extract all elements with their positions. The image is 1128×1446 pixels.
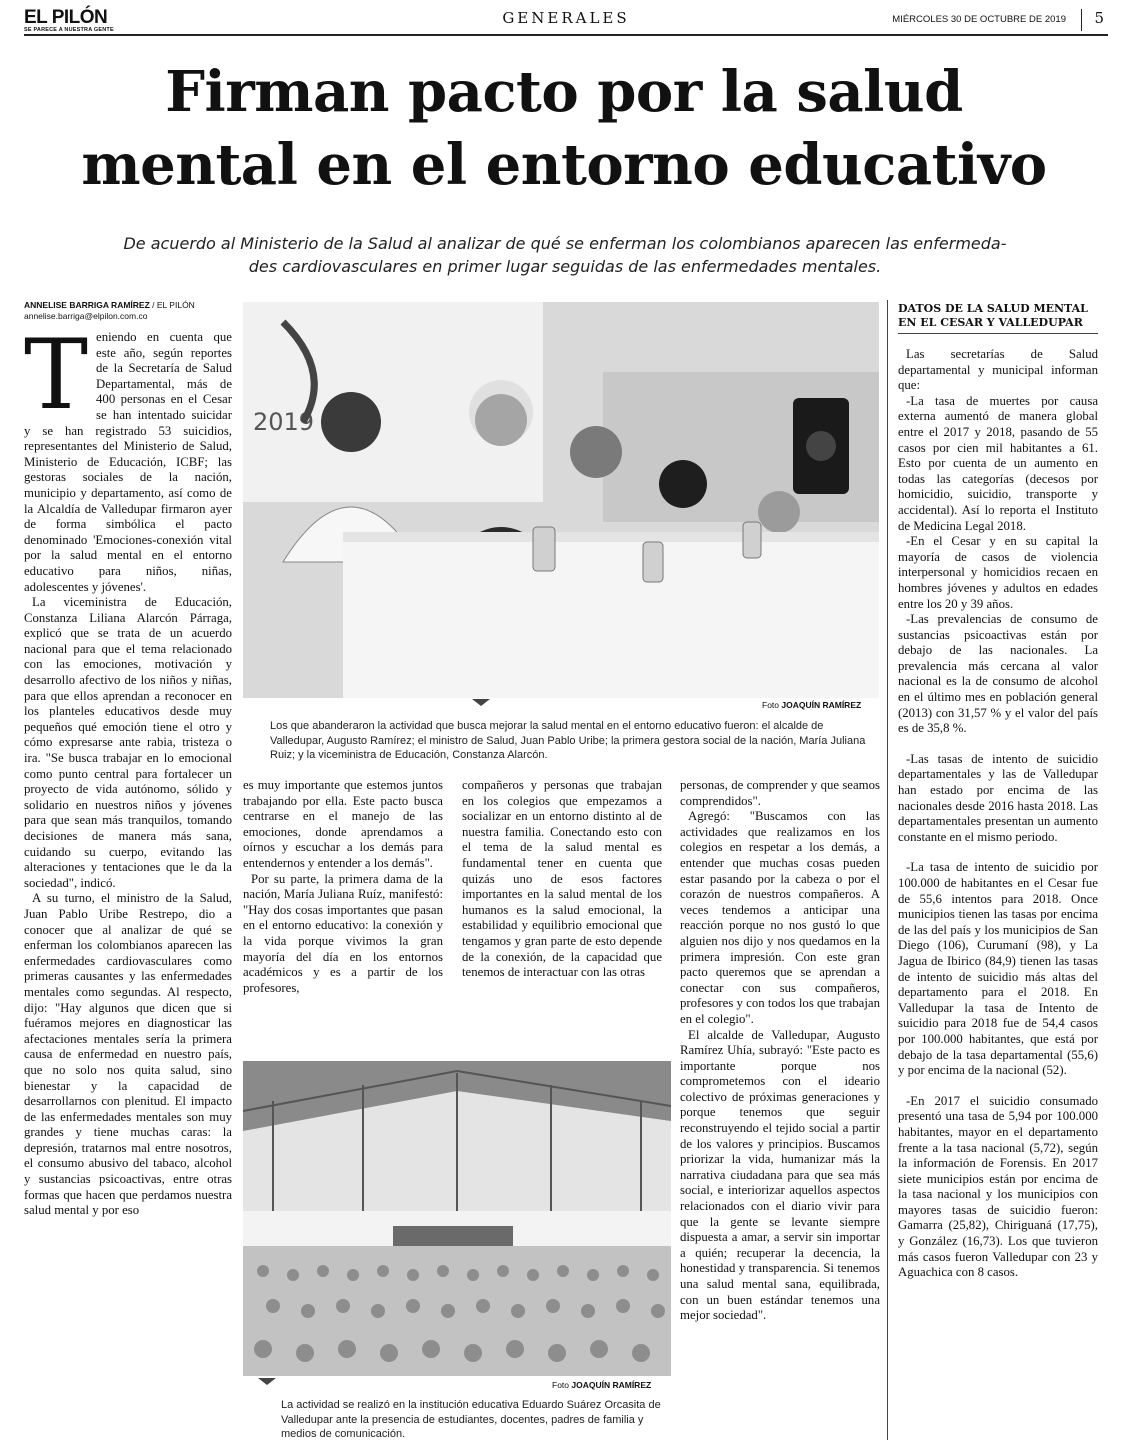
sidebar-paragraph: -Las prevalencias de consumo de sustancias psicoactivas están por debajo de las nacionales. La prevalencia más cercana al valor nacional es la de consumo de alcohol en el último mes en población general (2013) con 31,57 % y el valor del país es de 35,8 %. [898,612,1098,736]
paragraph: Agregó: "Buscamos con las actividades que realizamos en los colegios en respetar a los demás, a entender que muchas cosas pueden estar pasando por la cabeza o por el corazón de nuestros compañeros. A veces tendemos a anticipar una reacción porque no nos gustó lo que alguien nos dijo y nos quedamos en la primera impresión. Con este gran pacto queremos que se aprendan a conectar con sus compañeros, profesores y con todos los que trabajan en el colegio". [680,809,880,1026]
article-column-4 [680,778,880,1324]
byline-email[interactable]: annelise.barriga@elpilon.com.co [24,311,148,321]
sidebar-body [898,347,1098,1281]
credit-prefix: Foto [762,700,782,710]
article-column-3 [462,778,662,981]
panel-photo-illustration [243,302,879,698]
sidebar-paragraph: -La tasa de muertes por causa externa aumentó de manera global entre el 2017 y 2018, pasando de 55 casos por cien mil habitantes a 61. Esto por cuenta de un aumento en todas las categorías (decesos por homicidio, suicidio, transporte y accidental). Así lo reporta el Instituto de Medicina Legal 2018. [898,393,1098,533]
photo-credit [552,1380,651,1390]
photo-caption: La actividad se realizó en la institución educativa Eduardo Suárez Orcasita de Valledupar ante la presencia de estudiantes, docentes, padres de familia y medios de comunicación. [281,1399,661,1440]
logo-name: EL PILÓN [24,7,108,28]
sidebar-title-rule [898,333,1098,334]
svg-text:2019: 2019 [253,408,315,436]
article-headline [0,56,1128,202]
paragraph: Por su parte, la primera dama de la nación, María Juliana Ruíz, manifestó: "Hay dos cosas importantes que pasan en el entorno educativo: la conexión y la vida porque vivimos la gran mayoría del día en los entornos académicos y es a partir de los profesores, [243,871,443,995]
masthead [24,8,1108,36]
issue-date: MIÉRCOLES 30 DE OCTUBRE DE 2019 [892,14,1066,25]
photo-marker [258,1378,276,1385]
audience-photo-illustration [243,1061,671,1376]
sidebar-paragraph: -Las tasas de intento de suicidio departamentales y las de Valledupar han estado por encima de las nacionales desde 2016 hasta 2018. Las departamentales presentan un aumento constante en el mismo periodo. [898,751,1098,844]
article-column-2 [243,778,443,996]
sidebar-title: DATOS DE LA SALUD MENTAL EN EL CESAR Y VALLEDUPAR [898,302,1088,329]
paragraph: eniendo en cuenta que este año, según reportes de la Secretaría de Salud Departamental, más de 400 personas en el Cesar se han intentado suicidar y se han registrado 53 suicidios, representantes del Ministerio de Salud, Ministerio de Educación, ICBF; las gestoras sociales de la nación, municipio y departamento, así como de la Alcaldía de Valledupar firmaron ayer de forma simbólica el pacto denominado 'Emociones-conexión vital por la salud mental en el entorno educativo para niños, niñas, adolescentes y jóvenes'. [24,330,232,594]
secondary-photo-audience[interactable] [243,1061,671,1376]
headline-line-1: Firman pacto por la salud [165,59,963,125]
section-name: GENERALES [502,9,630,27]
paragraph: es muy importante que estemos juntos trabajando por ella. Este pacto busca centrarse en el manejo de las emociones, donde aprendamos a oírnos y escuchar a los demás para entendernos y entender a los demás". [243,778,443,870]
sidebar-divider [887,300,888,1440]
paragraph: compañeros y personas que trabajan en los colegios que empezamos a socializar en un entorno distinto al de nuestra familia. Conectando esto con el tema de la salud mental es fundamental tener en cuenta que quizás uno de esos factores importantes en la salud mental de los humanos es la salud emocional, la estabilidad y equilibrio emocional que tengamos y gran parte de esto depende de la conexión, de la capacidad que tenemos de interactuar con las otras [462,778,662,980]
sidebar-paragraph: -En el Cesar y en su capital la mayoría de casos de violencia interpersonal y homicidios recaen en hombres jóvenes y adultos en edades entre los 20 y 39 años. [898,534,1098,611]
drop-cap: T [24,319,89,431]
article-subheading [30,232,1100,278]
credit-name: JOAQUÍN RAMÍREZ [571,1380,652,1390]
logo-tagline: SE PARECE A NUESTRA GENTE [24,27,114,33]
byline-author: ANNELISE BARRIGA RAMÍREZ [24,300,150,310]
photo-caption: Los que abanderaron la actividad que busca mejorar la salud mental en el entorno educativo fueron: el alcalde de Valledupar, Augusto Ramírez; el ministro de Salud, Juan Pablo Uribe; la primera gestora social de la nación, María Juliana Ruiz; y la viceministra de Educación, Constanza Alarcón. [270,720,866,761]
page-number: 5 [1094,9,1104,27]
paragraph: personas, de comprender y que seamos comprendidos". [680,778,880,808]
photo-marker [472,699,490,706]
photo-credit [762,700,861,710]
sidebar-paragraph: -En 2017 el suicidio consumado presentó una tasa de 5,94 por 100.000 habitantes, mayor en el departamento frente a la tasa nacional (5,72), según la información de Forensis. En 2017 siete municipios están por encima de la tasa nacional y los municipios con mayores tasas de suicidio fueron: Gamarra (25,82), Chiriguaná (17,75), y González (16,73). Los que tuvieron más casos fueron Valledupar con 23 y Aguachica con 8 casos. [898,1093,1098,1280]
subhead-line-1: De acuerdo al Ministerio de la Salud al analizar de qué se enferman los colombianos aparecen las enfermeda- [123,234,1007,253]
paragraph: El alcalde de Valledupar, Augusto Ramírez Uhía, subrayó: "Este pacto es importante porque nos comprometemos con el ideario colectivo de próximas generaciones y porque tenemos que seguir reconstruyendo el tejido social a partir de los valores y principios. Buscamos priorizar la vida, humanizar más la narrativa ciudadana para que sea más social, e interiorizar aquellos aspectos relacionados con el diario vivir para que la gente se levante siempre dispuesta a amar, a servir sin importar a quién; recuperar la decencia, la honestidad y transparencia. Si tenemos una salud mental sana, equilibrada, con un buen estándar tenemos una mejor sociedad". [680,1027,880,1323]
page-number-divider [1081,9,1082,31]
credit-name: JOAQUÍN RAMÍREZ [781,700,862,710]
main-photo-panel[interactable] [243,302,879,698]
paragraph: La viceministra de Educación, Constanza Liliana Alarcón Párraga, explicó que se trata de un acuerdo nacional para que el tema relacionado con las emociones, motivación y desarrollo afectivo de los niños y niñas, para que ellos aprendan a reconocer en los planteles educativos desde muy pequeños qué emoción tiene el otro y cómo expresarse ante rabia, tristeza o ira. "Se busca trabajar en lo emocional como punto central para fortalecer un proyecto de vida autónomo, sólido y solidario en nuestros niños y jóvenes para que sean más tranquilos, tomando decisiones de manera más sana, cuidando su cuerpo, evitando las alteraciones y tentaciones que le da la sociedad", indicó. [24,595,232,890]
headline-line-2: mental en el entorno educativo [81,132,1047,198]
paragraph: A su turno, el ministro de la Salud, Juan Pablo Uribe Restrepo, dio a conocer que al analizar de qué se enferman los colombianos aparecen las enfermedades cardiovasculares como primeras causantes y las enfermedades mentales como segundas. Al respecto, dijo: "Hay algunos que dicen que si fuéramos mejores en diagnosticar las afectaciones mentales sería la primera causa de enfermedad en nuestro país, que no solo nos quita salud, sino bienestar y la capacidad de desarrollarnos con plenitud. El impacto de las enfermedades mentales son muy grandes y tiene muchas caras: la depresión, tratarnos mal entre nosotros, el consumo abusivo del tabaco, alcohol y sustancias psicoactivas, entre otras formas que hacen que perdamos nuestra salud mental y por eso [24,891,232,1218]
credit-prefix: Foto [552,1380,572,1390]
byline-outlet: / EL PILÓN [149,300,195,310]
article-column-1 [24,319,232,1219]
subhead-line-2: des cardiovasculares en primer lugar seguidas de las enfermedades mentales. [248,257,882,276]
sidebar-paragraph: -La tasa de intento de suicidio por 100.000 de habitantes en el Cesar fue de 55,6 intentos para 2018. Once municipios tienen las tasas por encima de las del país y los municipios de San Diego (106), Curumaní (98), y La Jagua de Ibirico (84,9) tienen las tasas de intento de suicidio más altas del departamento para el 2018. En Valledupar la tasa de Intento de suicidio para 2018 fue de 54,4 casos por 100.000 habitantes, que está por debajo de la tasa departamental (55,6) y por encima de la nacional (52). [898,860,1098,1078]
sidebar-paragraph: Las secretarías de Salud departamental y municipal informan que: [898,347,1098,393]
